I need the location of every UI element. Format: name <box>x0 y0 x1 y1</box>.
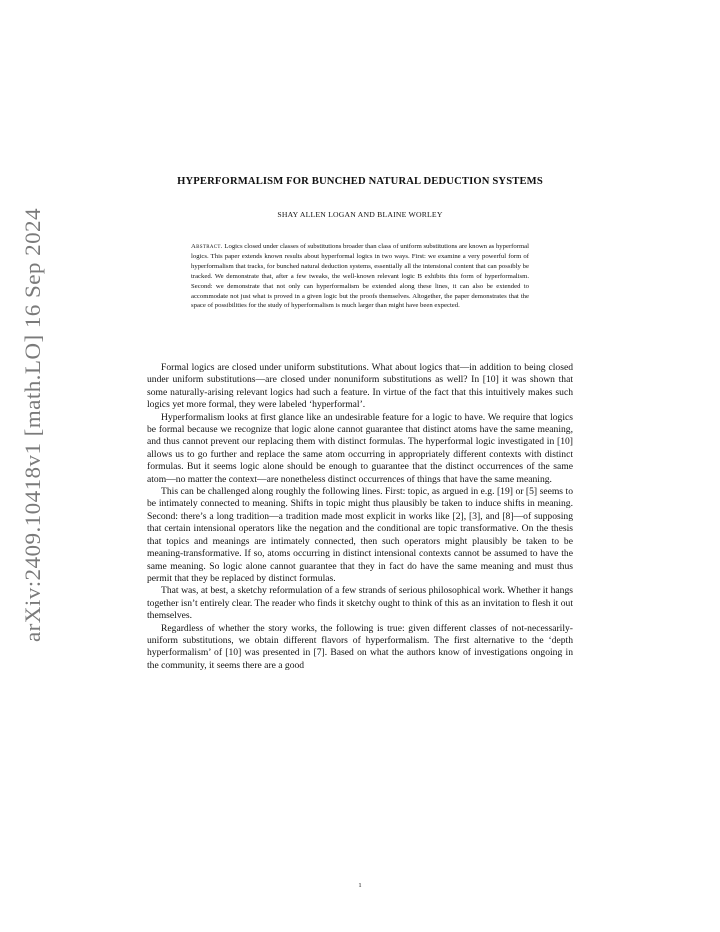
body-paragraph-4: That was, at best, a sketchy reformulation of a few strands of serious philosophical work. Whether it hangs together isn’t entirely clear. The reader who finds it sketchy ought to think of this as an invitation to flesh it out themselves. <box>147 585 573 622</box>
abstract-text: Logics closed under classes of substitutions broader than class of uniform substitutions are known as hyperformal logics. This paper extends known results about hyperformal logics in two ways. First: we examine a very powerful form of hyperformalism that tracks, for bunched natural deduction systems, essentially all the intensional content that can possibly be tracked. We demonstrate that, after a few tweaks, the well-known relevant logic B exhibits this form of hyperformalism. Second: we demonstrate that not only can hyperformalism be extended along these lines, it can also be extended to accommodate not just what is proved in a given logic but the proofs themselves. Altogether, the paper demonstrates that the space of possibilities for the study of hyperformalism is much larger than might have been expected. <box>191 243 530 310</box>
body-paragraph-2: Hyperformalism looks at first glance like an undesirable feature for a logic to have. We require that logics be formal because we recognize that logic alone cannot guarantee that distinct atoms have the same meaning, and thus cannot prevent our replacing them with distinct formulas. The hyperformal logic investigated in [10] allows us to go further and replace the same atom occurring in appropriately different contexts with distinct formulas. But it seems logic alone should be enough to guarantee that the distinct occurrences of the same atom—no matter the context—are nonetheless distinct occurrences of things that have the same meaning. <box>147 411 573 485</box>
body-paragraph-1: Formal logics are closed under uniform substitutions. What about logics that—in addition to being closed under uniform substitutions—are closed under nonuniform substitutions as well? In [10] it was shown that some naturally-arising relevant logics had such a feature. In virtue of the fact that this intuitively makes such logics yet more formal, they were labeled ‘hyperformal’. <box>147 362 573 411</box>
body-paragraph-3: This can be challenged along roughly the following lines. First: topic, as argued in e.g. [19] or [5] seems to be intimately connected to meaning. Shifts in topic might thus plausibly be taken to induce shifts in meaning. Second: there’s a long tradition—a tradition made most explicit in works like [2], [3], and [8]—of supposing that certain intensional operators like the negation and the conditional are topic transformative. On the thesis that topics and meanings are intimately connected, then such operators might plausibly be taken to be meaning-transformative. If so, atoms occurring in distinct intensional contexts cannot be assumed to have the same meaning. So logic alone cannot guarantee that they in fact do have the same meaning and must thus permit that they be replaced by distinct formulas. <box>147 486 573 584</box>
arxiv-stamp-text: arXiv:2409.10418v1 [math.LO] 16 Sep 2024 <box>20 228 45 642</box>
paper-authors: SHAY ALLEN LOGAN AND BLAINE WORLEY <box>277 210 443 219</box>
page-number: 1 <box>358 882 362 889</box>
abstract <box>191 242 529 311</box>
body-text <box>147 362 573 672</box>
body-paragraph-5: Regardless of whether the story works, the following is true: given different classes of not-necessarily-uniform substitutions, we obtain different flavors of hyperformalism. The first alternative to the ‘depth hyperformalism’ of [10] was presented in [7]. Based on what the authors know of investigations ongoing in the community, it seems there are a good <box>147 622 573 671</box>
abstract-label: Abstract. <box>191 243 223 250</box>
arxiv-stamp-svg <box>2 206 60 646</box>
paper-title: HYPERFORMALISM FOR BUNCHED NATURAL DEDUCTION SYSTEMS <box>177 176 543 187</box>
arxiv-side-stamp <box>2 206 60 646</box>
